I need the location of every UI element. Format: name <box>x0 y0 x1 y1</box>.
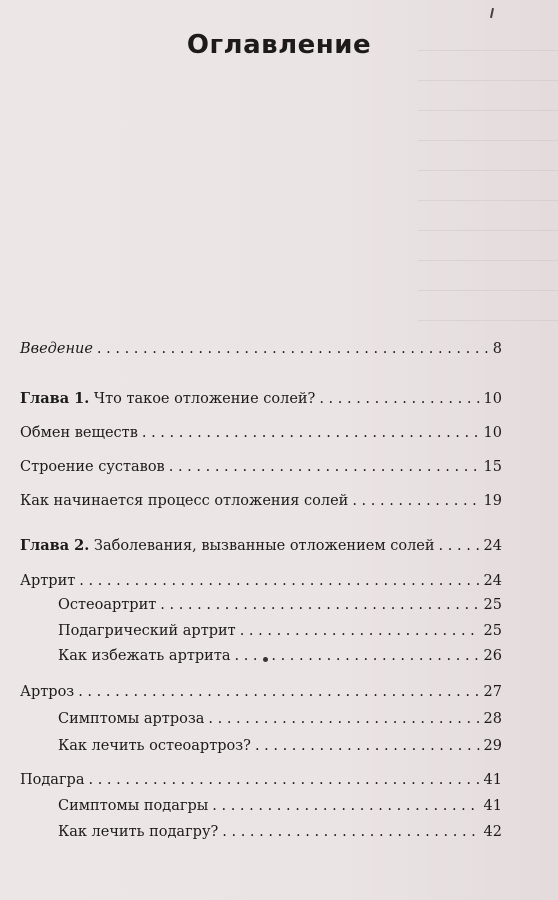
leader-dots <box>142 423 480 443</box>
leader-dots <box>439 536 480 556</box>
toc-entry-label: Как избежать артрита <box>58 648 231 664</box>
toc-entry-page: 24 <box>483 538 502 554</box>
toc-entry-arthritis[interactable] <box>20 571 502 591</box>
toc-entry-page: 27 <box>483 684 502 700</box>
toc-entry-arthrosis[interactable] <box>20 682 502 702</box>
toc-entry-label: Что такое отложение солей? <box>89 391 316 407</box>
toc-entry-page: 15 <box>483 459 502 475</box>
toc-entry-avoid-arthritis[interactable] <box>58 646 502 666</box>
toc-entry-page: 28 <box>483 711 502 727</box>
toc-entry-label: Подагра <box>20 772 85 788</box>
toc-entry-page: 29 <box>483 738 502 754</box>
toc-entry-gout[interactable] <box>20 770 502 790</box>
leader-dots <box>235 646 480 666</box>
leader-dots <box>79 571 479 591</box>
toc-entry-page: 42 <box>483 824 502 840</box>
toc-entry-gouty-arthritis[interactable] <box>58 621 502 641</box>
leader-dots <box>255 736 480 756</box>
toc-entry-chapter-2[interactable] <box>20 536 502 556</box>
toc-entry-page: 41 <box>483 798 502 814</box>
toc-entry-treat-gout[interactable] <box>58 822 502 842</box>
leader-dots <box>212 796 479 816</box>
toc-entry-label: Артроз <box>20 684 75 700</box>
toc-entry-page: 26 <box>483 648 502 664</box>
toc-entry-label: Симптомы подагры <box>58 798 209 814</box>
toc-entry-label: Обмен веществ <box>20 425 138 441</box>
leader-dots <box>352 491 479 511</box>
toc-entry-label: Артрит <box>20 573 76 589</box>
toc-entry-page: 25 <box>483 623 502 639</box>
ink-speck <box>263 657 268 662</box>
toc-entry-label: Как начинается процесс отложения солей <box>20 493 349 509</box>
toc-entry-joint-structure[interactable] <box>20 457 502 477</box>
toc-entry-gout-symptoms[interactable] <box>58 796 502 816</box>
toc-entry-label: Строение суставов <box>20 459 165 475</box>
toc-entry-page: 19 <box>483 493 502 509</box>
toc-entry-osteoarthritis[interactable] <box>58 595 502 615</box>
leader-dots <box>208 709 479 729</box>
toc-entry-label: Как лечить остеоартроз? <box>58 738 251 754</box>
toc-entry-treat-osteoarthrosis[interactable] <box>58 736 502 756</box>
toc-entry-deposition-start[interactable] <box>20 491 502 511</box>
leader-dots <box>88 770 479 790</box>
leader-dots <box>169 457 480 477</box>
toc-entry-introduction[interactable] <box>20 339 502 359</box>
chapter-number: Глава 1. <box>20 390 90 407</box>
leader-dots <box>97 339 489 359</box>
toc-entry-page: 41 <box>483 772 502 788</box>
toc-entry-chapter-1[interactable] <box>20 389 502 409</box>
toc-entry-label: Как лечить подагру? <box>58 824 219 840</box>
toc-entry-page: 25 <box>483 597 502 613</box>
leader-dots <box>160 595 479 615</box>
page-title: Оглавление <box>186 30 372 60</box>
leader-dots <box>78 682 479 702</box>
toc-entry-page: 10 <box>483 425 502 441</box>
toc-entry-label: Введение <box>20 341 93 357</box>
toc-entry-label: Симптомы артроза <box>58 711 205 727</box>
leader-dots <box>222 822 479 842</box>
toc-entry-page: 10 <box>483 391 502 407</box>
toc-entry-page: 8 <box>492 341 502 357</box>
toc-entry-metabolism[interactable] <box>20 423 502 443</box>
chapter-number: Глава 2. <box>20 537 90 554</box>
toc-entry-page: 24 <box>483 573 502 589</box>
leader-dots <box>319 389 479 409</box>
leader-dots <box>240 621 480 641</box>
toc-entry-arthrosis-symptoms[interactable] <box>58 709 502 729</box>
page-mark <box>490 8 494 18</box>
toc-entry-label: Остеоартрит <box>58 597 157 613</box>
show-through-text <box>418 30 558 330</box>
toc-entry-label: Подагрический артрит <box>58 623 236 639</box>
toc-entry-label: Заболевания, вызванные отложением солей <box>89 538 435 554</box>
